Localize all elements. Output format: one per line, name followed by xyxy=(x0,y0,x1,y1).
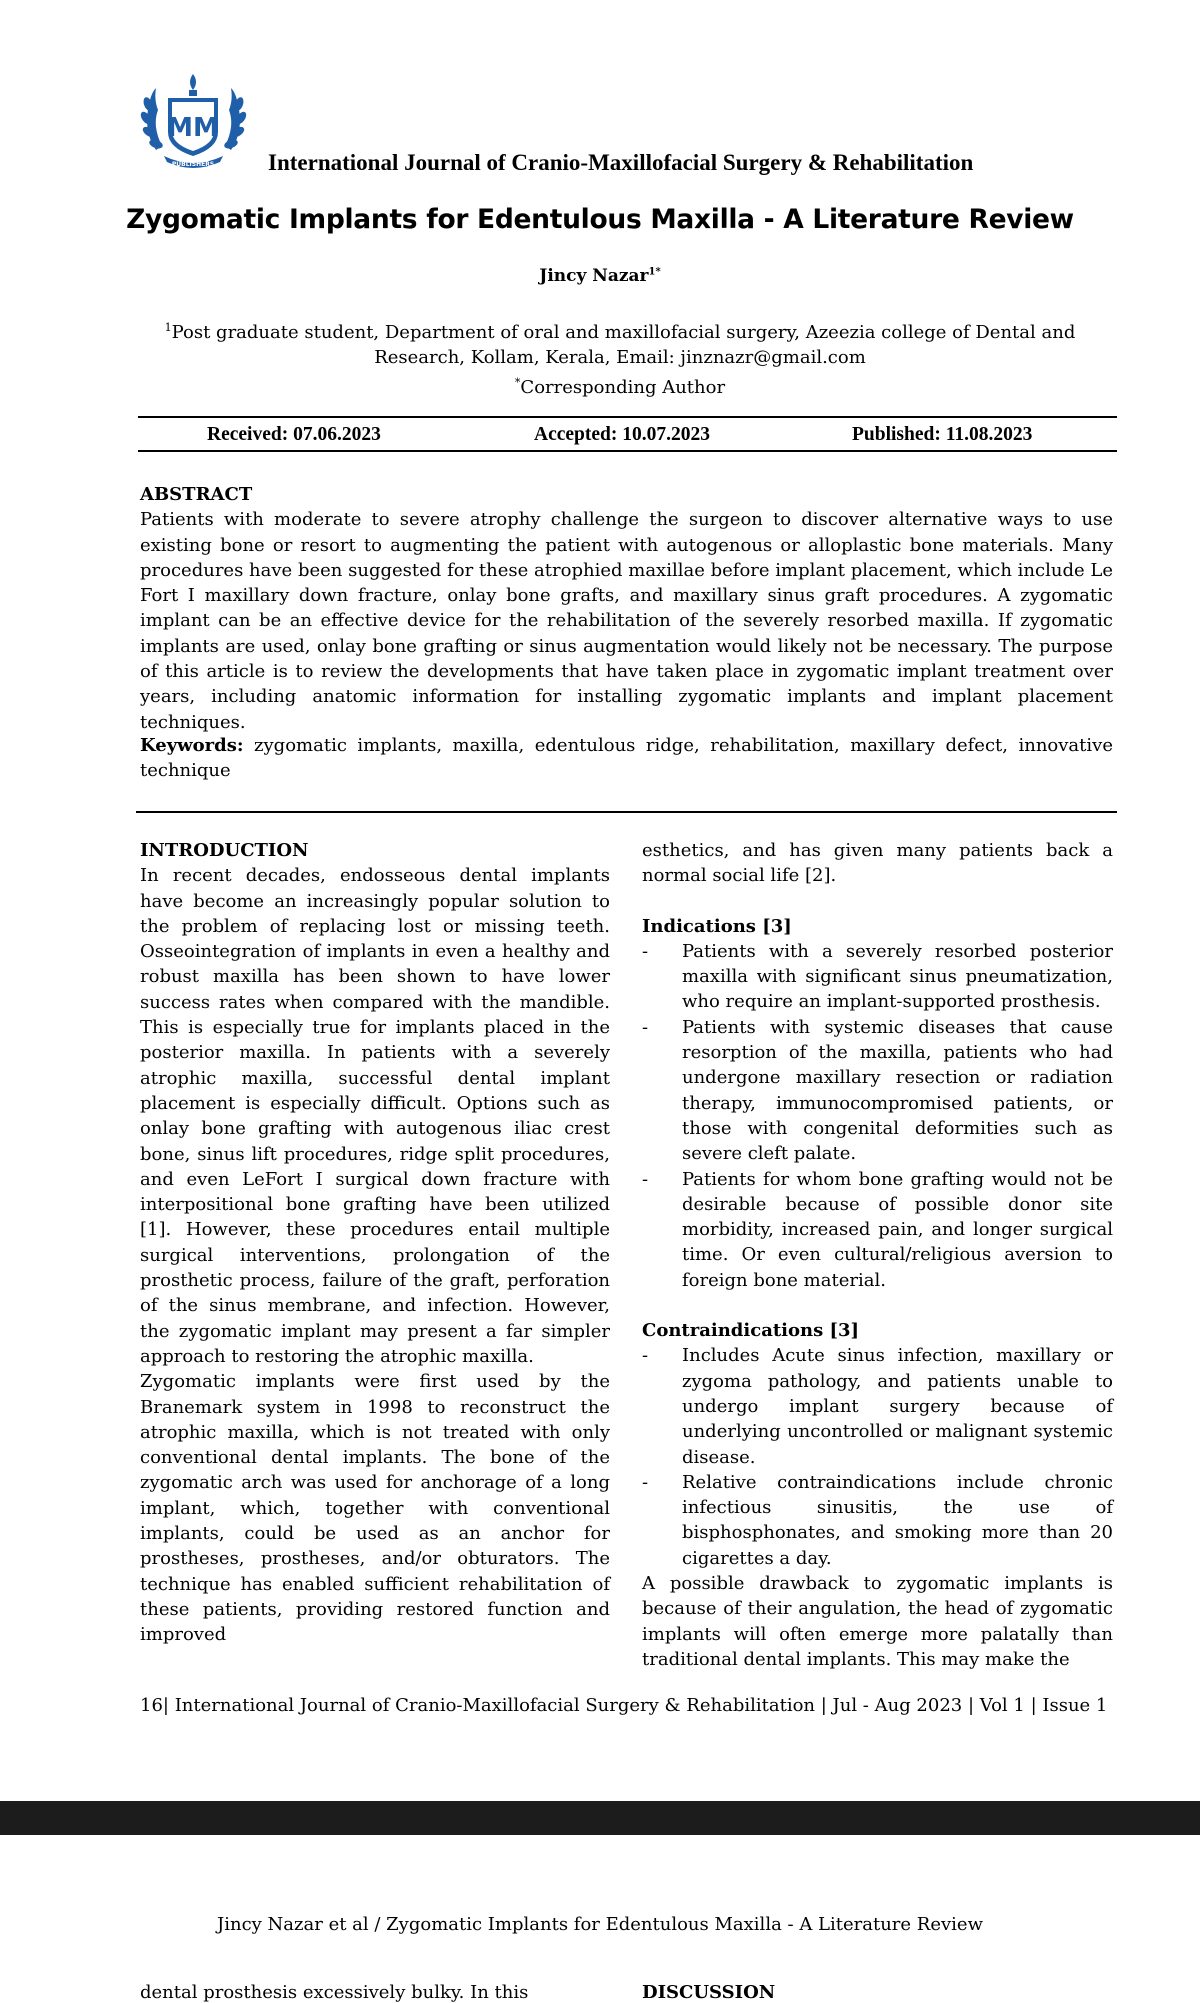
paper-title: Zygomatic Implants for Edentulous Maxilla - A Literature Review xyxy=(126,204,1074,235)
author-line xyxy=(0,266,1200,286)
keywords xyxy=(140,733,1113,784)
accepted-date: Accepted: 10.07.2023 xyxy=(534,424,711,445)
closing-paragraph: A possible drawback to zygomatic implants is because of their angulation, the head of zygomatic implants will often emerge more palatally than traditional dental implants. This may make the xyxy=(642,1573,1113,1670)
logo-ribbon-text: PUBLISHERS xyxy=(171,161,215,168)
publisher-logo xyxy=(136,70,251,170)
journal-title: International Journal of Cranio-Maxillofacial Surgery & Rehabilitation xyxy=(268,150,974,175)
received-date: Received: 07.06.2023 xyxy=(207,424,381,445)
indications-heading: Indications [3] xyxy=(642,915,792,937)
introduction-paragraph-1: In recent decades, endosseous dental implants have become an increasingly popular solution to the problem of replacing lost or missing teeth. Osseointegration of implants in even a healthy and robust maxilla has been shown to have lower success rates when compared with the mandible. This is especially true for implants placed in the posterior maxilla. In patients with a severely atrophic maxilla, successful dental implant placement is especially difficult. Options such as onlay bone grafting with autogenous iliac crest bone, sinus lift procedures, ridge split procedures, and even LeFort I surgical down fracture with interpositional bone grafting have been utilized [1]. However, these procedures entail multiple surgical interventions, prolongation of the prosthetic process, failure of the graft, perforation of the sinus membrane, and infection. However, the zygomatic implant may present a far simpler approach to restoring the atrophic maxilla. xyxy=(140,865,610,1367)
indications-list xyxy=(642,939,1113,1293)
logo-letters: MM xyxy=(167,113,219,143)
introduction-paragraph-2: Zygomatic implants were first used by the Branemark system in 1998 to reconstruct the atrophic maxilla, which is not treated with only conventional dental implants. The bone of the zygomatic arch was used for anchorage of a long implant, which, together with conventional implants, could be used as an anchor for prostheses, prostheses, and/or obturators. The technique has enabled sufficient rehabilitation of these patients, providing restored function and improved xyxy=(140,1371,610,1646)
section-divider xyxy=(136,811,1117,813)
affiliation-sup: 1 xyxy=(164,321,172,334)
keywords-label: Keywords: xyxy=(140,735,244,756)
introduction-heading: INTRODUCTION xyxy=(140,840,309,861)
contraindications-heading: Contraindications [3] xyxy=(642,1320,860,1342)
contraindications-list xyxy=(642,1343,1113,1571)
page-separator-band xyxy=(0,1801,1200,1835)
corresponding-sup: * xyxy=(514,376,521,389)
page-footer: 16| International Journal of Cranio-Maxillofacial Surgery & Rehabilitation | Jul - Aug 2023 | Vol 1 | Issue 1 xyxy=(140,1695,1108,1716)
abstract-text: Patients with moderate to severe atrophy challenge the surgeon to discover alternative ways to use existing bone or resort to augmenting the patient with autogenous or alloplastic bone materials. Many procedures have been suggested for these atrophied maxillae before implant placement, which include Le Fort I maxillary down fracture, onlay bone grafts, and maxillary sinus graft procedures. A zygomatic implant can be an effective device for the rehabilitation of the severely resorbed maxilla. If zygomatic implants are used, onlay bone grafting or sinus augmentation would likely not be necessary. The purpose of this article is to review the developments that have taken place in zygomatic implant treatment over years, including anatomic information for installing zygomatic implants and implant placement techniques. xyxy=(140,509,1113,733)
keywords-text: zygomatic implants, maxilla, edentulous ridge, rehabilitation, maxillary defect, innovative technique xyxy=(140,735,1113,782)
left-column xyxy=(140,838,610,1648)
discussion-heading: DISCUSSION xyxy=(642,1982,776,2003)
list-item: - Patients with a severely resorbed posterior maxilla with significant sinus pneumatization, who require an implant-supported prosthesis. xyxy=(642,940,1113,1013)
affiliation-text: Post graduate student, Department of oral and maxillofacial surgery, Azeezia college of Dental and Research, Kollam, Kerala, Email: jinznazr@gmail.com xyxy=(171,322,1076,368)
author-name: Jincy Nazar xyxy=(539,266,649,286)
abstract xyxy=(140,482,1113,735)
next-page-text: dental prosthesis excessively bulky. In this xyxy=(140,1982,529,2003)
introduction-continuation: esthetics, and has given many patients back a normal social life [2]. xyxy=(642,840,1113,887)
running-head: Jincy Nazar et al / Zygomatic Implants for Edentulous Maxilla - A Literature Review xyxy=(217,1914,983,1935)
right-column xyxy=(642,838,1113,1672)
corresponding-author: Corresponding Author xyxy=(520,377,726,398)
list-item: - Relative contraindications include chronic infectious sinusitis, the use of bisphosphonates, and smoking more than 20 cigarettes a day. xyxy=(642,1471,1113,1569)
list-item: - Includes Acute sinus infection, maxillary or zygoma pathology, and patients unable to undergo implant surgery because of underlying uncontrolled or malignant systemic disease. xyxy=(642,1345,1113,1468)
abstract-heading: ABSTRACT xyxy=(140,484,253,505)
affiliation xyxy=(150,315,1090,400)
list-item: - Patients for whom bone grafting would not be desirable because of possible donor site morbidity, increased pain, and longer surgical time. Or even cultural/religious aversion to foreign bone material. xyxy=(642,1168,1113,1291)
list-item: - Patients with systemic diseases that cause resorption of the maxilla, patients who had undergone maxillary resection or radiation therapy, immunocompromised patients, or those with congenital deformities such as severe cleft palate. xyxy=(642,1016,1113,1165)
author-sup: 1* xyxy=(648,266,661,278)
dates-bar xyxy=(138,416,1117,452)
published-date: Published: 11.08.2023 xyxy=(852,424,1033,445)
